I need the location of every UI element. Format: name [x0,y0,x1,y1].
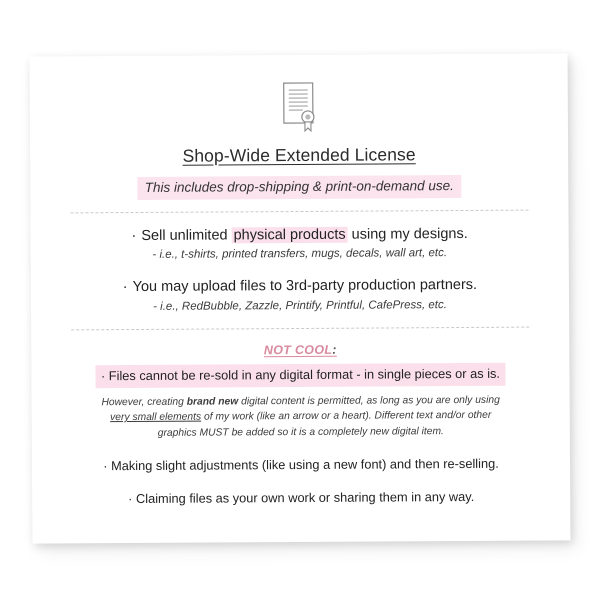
subtitle-row [64,175,534,201]
divider-top [70,209,528,213]
allowed-item-1-highlight: physical products [233,226,346,244]
fineprint-underline: very small elements [110,411,202,424]
license-card [30,53,571,543]
bullet-dot: · [131,227,137,244]
subtitle-highlight: This includes drop-shipping & print-on-demand use. [138,175,461,200]
bullet-dot: · [122,279,128,296]
allowed-item-1-text-before: Sell unlimited [141,227,232,244]
divider-bottom [71,327,529,331]
page-title: Shop-Wide Extended License [182,144,416,166]
fineprint-part3: of my work (like an arrow or a heart). Different text and/or other graphics MUST be added so it is a completely new digital item. [157,409,492,439]
fineprint-bold: brand new [186,396,239,408]
fineprint [92,392,510,441]
allowed-item-1-text-after: using my designs. [347,225,468,243]
license-card-inner [64,80,537,508]
allowed-item-1-note: - i.e., t-shirts, printed transfers, mugs, decals, wall art, etc. [152,247,448,262]
banned-line-2: · Claiming files as your own work or sharing them in any way. [128,489,475,507]
not-cool-heading [65,342,535,359]
allowed-item-2-note: - i.e., RedBubble, Zazzle, Printify, Printful, CafePress, etc. [153,298,447,313]
fineprint-part1: However, creating [101,396,187,408]
fineprint-part2: digital content is permitted, as long as you are only using [238,394,500,408]
allowed-item-2 [65,276,535,298]
banned-line-1: · Making slight adjustments (like using a new font) and then re-selling. [103,455,499,474]
allowed-item-1 [65,224,535,246]
banned-highlight: · Files cannot be re-sold in any digital format - in single pieces or as is. [96,363,505,388]
certificate-document-icon [276,81,322,137]
banned-highlight-row [65,363,535,388]
allowed-item-2-text-before: You may upload files to 3rd-party production partners. [132,276,478,295]
not-cool-text: NOT COOL [263,342,333,358]
not-cool-colon: : [332,342,337,357]
